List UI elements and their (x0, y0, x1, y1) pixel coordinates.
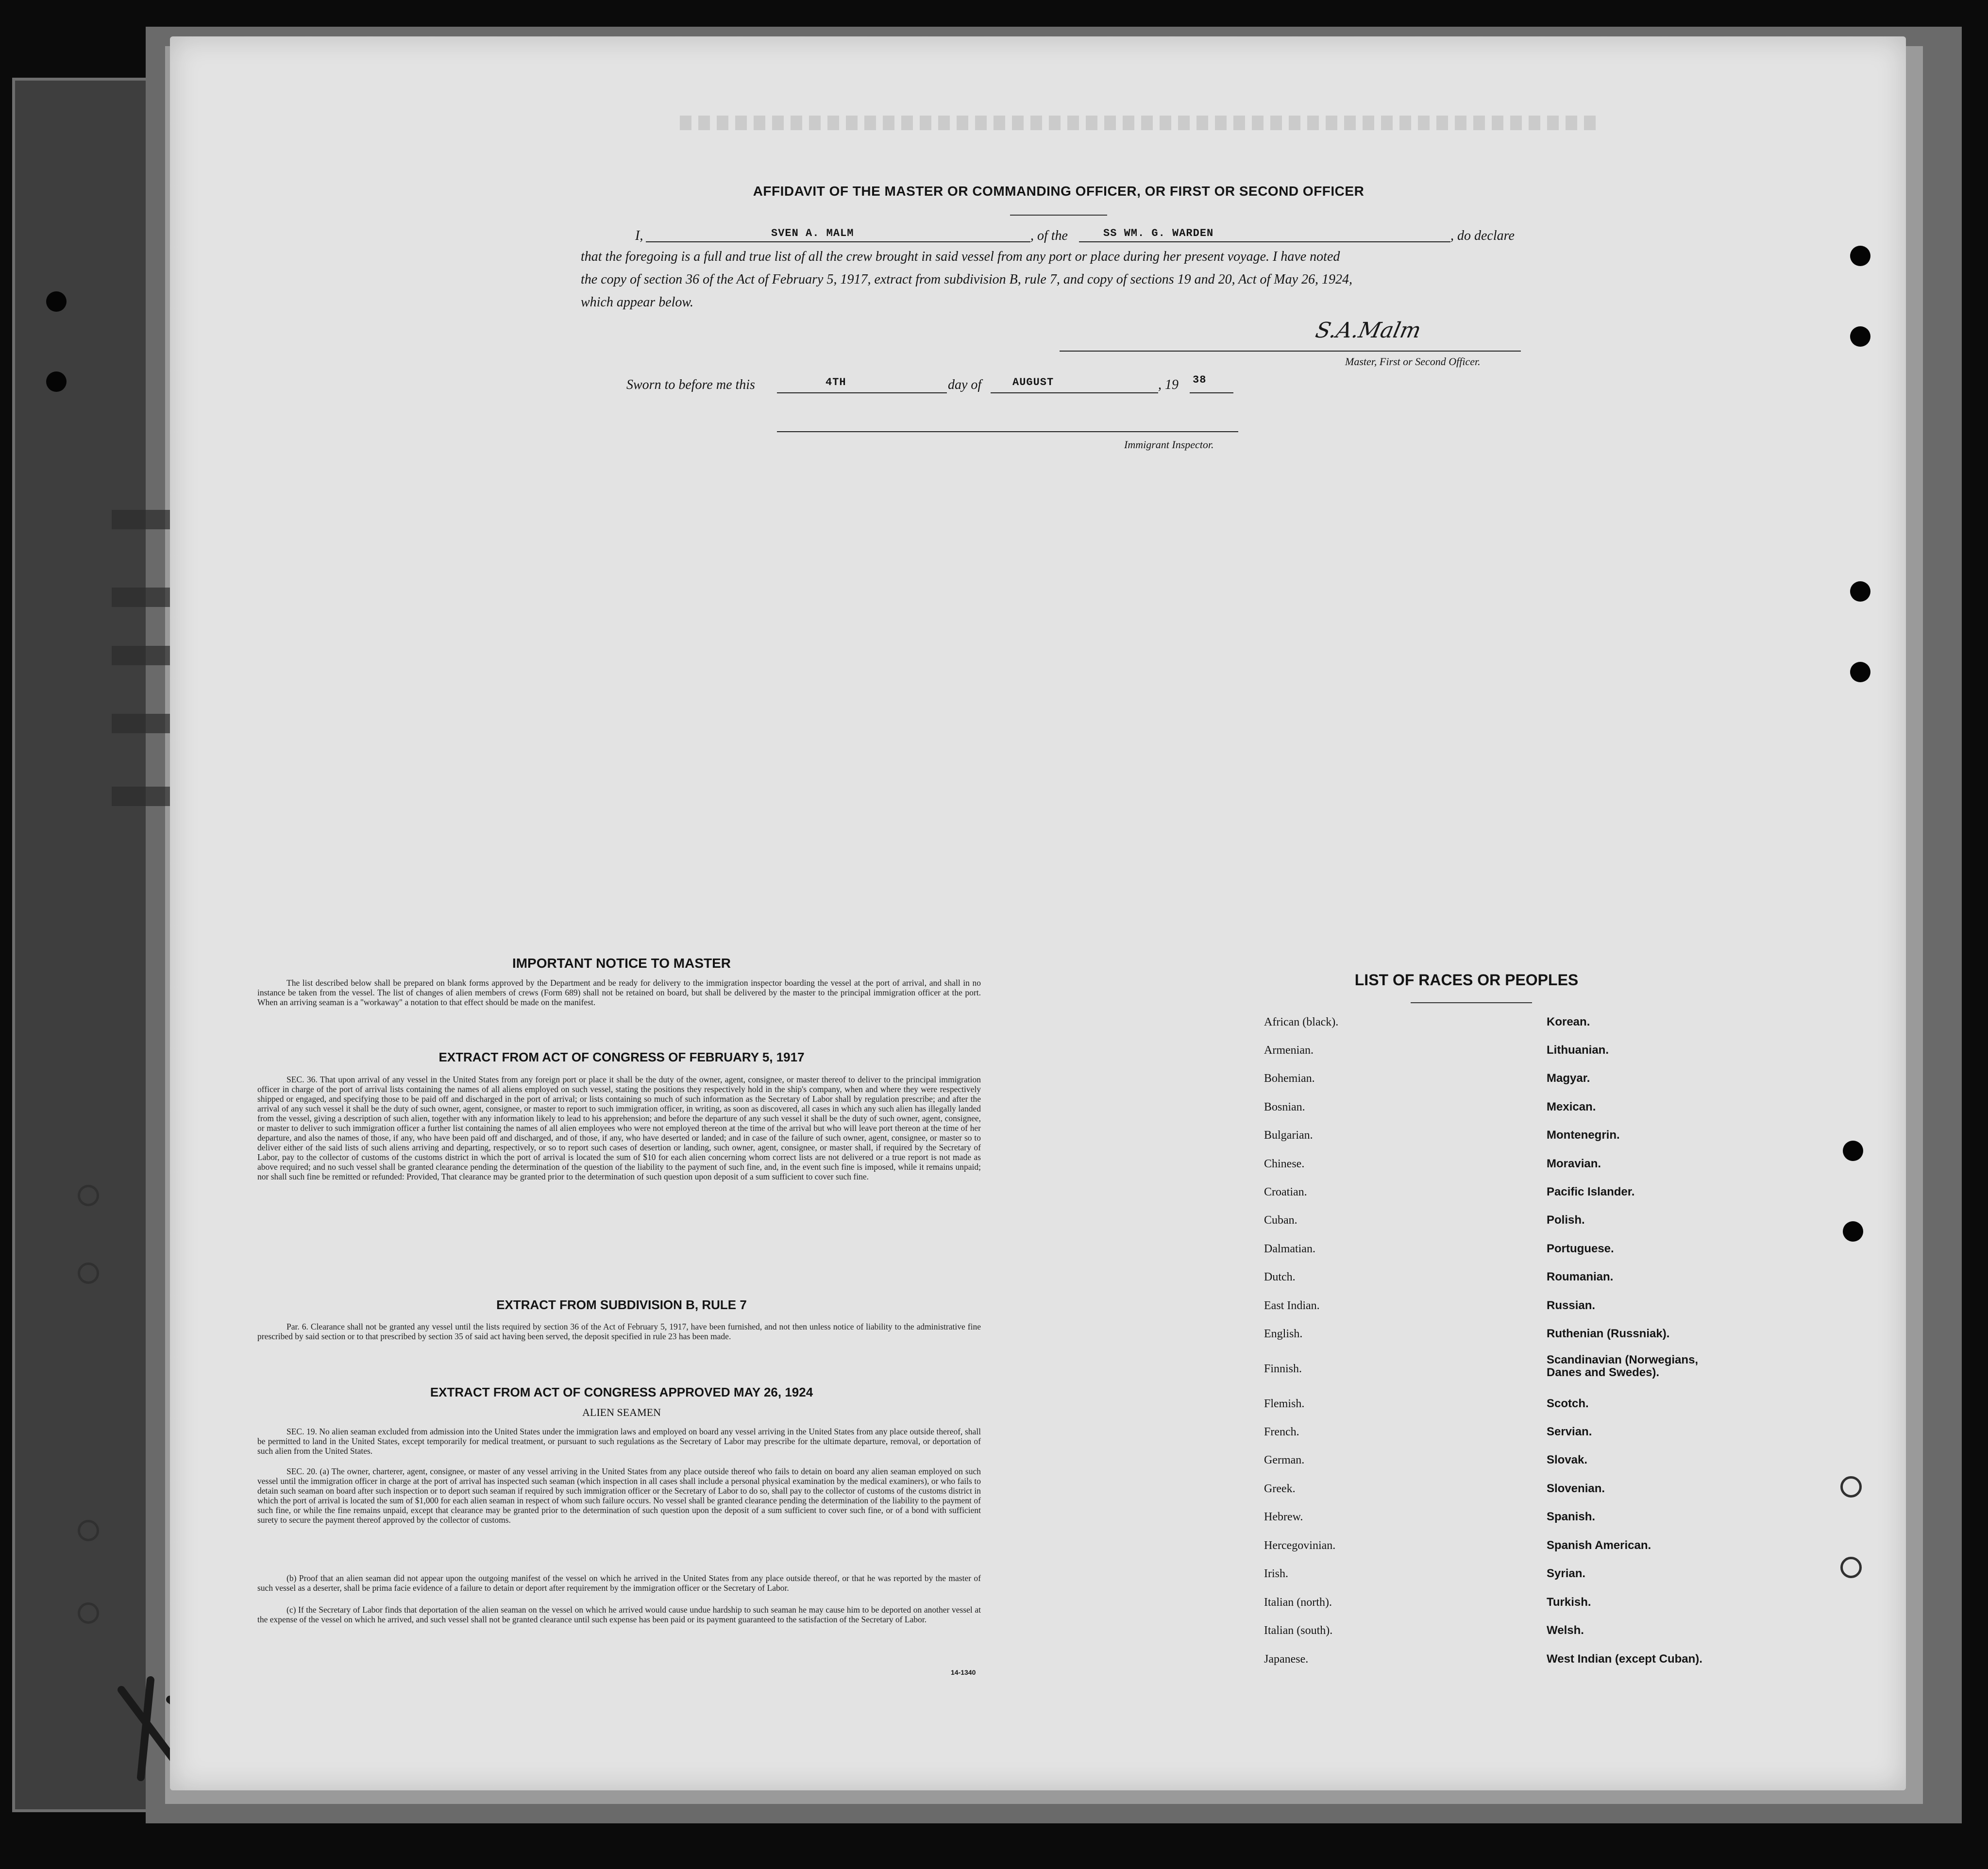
race-item-left: African (black). (1264, 1016, 1339, 1028)
underlying-page-fragment (112, 714, 180, 733)
notice-text: The list described below shall be prepared on blank forms approved by the Department and be ready for delivery to the immigration inspector boarding the vessel at the port of arrival, and shall in no instance be taken from the vessel. The list of changes of alien members of crews (Form 689) shall not be retained on board, but shall be delivered by the master to the principal immigration officer at the port. When an arriving seaman is a "workaway" a notation to that effect should be made on the manifest. (257, 978, 981, 1007)
sworn-month: AUGUST (1012, 376, 1054, 388)
race-item-right: Lithuanian. (1547, 1044, 1609, 1057)
race-item-right: Scotch. (1547, 1397, 1589, 1410)
sec19-text: SEC. 19. No alien seaman excluded from admission into the United States under the immigration laws and employed on board any vessel arriving in the United States from any place outside thereof, shall be permitted to land in the United States, except temporarily for medical treatment, or pursuant to such regulations as the Secretary of Labor may prescribe for the ultimate departure, removal, or deportation of such alien from the United States. (257, 1427, 981, 1456)
notice-title: IMPORTANT NOTICE TO MASTER (512, 956, 731, 971)
sec20b-text: (b) Proof that an alien seaman did not appear upon the outgoing manifest of the vessel on which he arrived in the United States from any place outside thereof, or that he was reported by the master of such vessel as a deserter, shall be prima facie evidence of a failure to detain or deport after requirement by the immigration officer or the Secretary of Labor. (257, 1573, 981, 1593)
crew-manifest-page (170, 36, 1906, 1790)
underlying-page-fragment (112, 510, 180, 529)
race-item-left: Bosnian. (1264, 1101, 1305, 1113)
sec20c-text: (c) If the Secretary of Labor finds that deportation of the alien seaman on the vessel on which he arrived would cause undue hardship to such seaman he may cause him to be deported on another vessel at the expense of the vessel on which he arrived, and such vessel shall not be granted clearance until such expense has been paid or its payment guaranteed to the satisfaction of the Secretary of Labor. (257, 1605, 981, 1624)
race-item-left: Flemish. (1264, 1398, 1305, 1410)
sec20a-text: SEC. 20. (a) The owner, charterer, agent, consignee, or master of any vessel arriving in the United States from any place outside thereof who fails to detain on board any alien seaman employed on such vessel until the immigration officer in charge at the port of arrival has inspected such seaman (which inspection in all cases shall include a personal physical examination by the medical examiners), or who fails to detain such seaman on board after such inspection or to deport such seaman if required by such immigration officer or the Secretary of Labor to do so, shall pay to the collector of customs of the customs district in which the port of arrival is located the sum of $1,000 for each alien seaman in respect of whom such failure occurs. No vessel shall be granted clearance pending the determination of the liability to the payment of such fine, or while the fine remains unpaid, except that clearance may be granted prior to the determination of such question upon the deposit of a sum sufficient to cover such fine, or of a bond with sufficient surety to secure the payment thereof approved by the collector of customs. (257, 1466, 981, 1525)
race-item-right: Polish. (1547, 1213, 1585, 1227)
bleed-through-text (680, 116, 1602, 130)
race-item-right: Montenegrin. (1547, 1128, 1620, 1142)
underlying-page-fragment (112, 787, 180, 806)
master-name: SVEN A. MALM (771, 227, 854, 239)
binder-hole-icon (1843, 1141, 1863, 1161)
extract-1917-text: SEC. 36. That upon arrival of any vessel in the United States from any foreign port or place it shall be the duty of the owner, agent, consignee, or master thereof to deliver to the principal immigration officer in charge of the port of arrival lists containing the names of all aliens employed on such vessel, stating the positions they respectively hold in the ship's company, when and where they were respectively shipped or engaged, and specifying those to be paid off and discharged in the port of arrival; or lists containing so much of such information as the Secretary of Labor shall by regulation prescribe; and after the arrival of any such vessel it shall be the duty of such owner, agent, consignee, or master to report to such immigration officer, in writing, as soon as discovered, all cases in which any such alien has illegally landed from the vessel, giving a description of such alien, together with any information likely to lead to his apprehension; and before the departure of any such vessel it shall be the duty of such owner, agent, consignee, or master to deliver to such immigration officer a further list containing the names of all alien employees who were not employed thereon at the time of the arrival but who will leave port thereon at the time of her departure, and also the names of those, if any, who have been paid off and discharged, and of those, if any, who have deserted or landed; and in case of the failure of such owner, agent, consignee, or master so to deliver either of the said lists of such aliens arriving and departing, respectively, or so to report such cases of desertion or landing, such owner, agent, consignee, or master shall, if required by the Secretary of Labor, pay to the collector of customs of the customs district in which the port of arrival is located the sum of $10 for each alien concerning whom correct lists are not delivered or a true report is not made as above required; and no such vessel shall be granted clearance pending the determination of the question of the liability to the payment of such fine, and, in the event such fine is imposed, while it remains unpaid; nor shall such fine be remitted or refunded: Provided, That clearance may be granted prior to the determination of such question upon deposit of a sum sufficient to cover such fine. (257, 1075, 981, 1181)
race-item-right: Welsh. (1547, 1624, 1584, 1637)
binder-hole-icon (1850, 581, 1870, 602)
affidavit-of-the: , of the (1030, 228, 1068, 243)
race-item-right: Portuguese. (1547, 1242, 1614, 1255)
race-item-left: German. (1264, 1454, 1305, 1466)
race-item-right: Slovak. (1547, 1453, 1588, 1466)
race-item-left: Hercegovinian. (1264, 1539, 1336, 1552)
binder-hole-icon (1850, 662, 1870, 682)
title-rule (1010, 215, 1107, 216)
race-item-right: Roumanian. (1547, 1270, 1614, 1283)
race-item-right: Ruthenian (Russniak). (1547, 1327, 1670, 1340)
sworn-day-of: day of (948, 377, 982, 392)
year-blank (1190, 392, 1233, 393)
sworn-year: 38 (1193, 374, 1207, 386)
race-item-left: Cuban. (1264, 1214, 1297, 1227)
race-item-left: Armenian. (1264, 1044, 1314, 1057)
rule7-title: EXTRACT FROM SUBDIVISION B, RULE 7 (496, 1297, 747, 1312)
inspector-signature-line (777, 431, 1238, 432)
race-item-left: East Indian. (1264, 1299, 1320, 1312)
binder-ring-icon (1840, 1557, 1862, 1578)
vessel-blank (1079, 241, 1450, 242)
race-item-right: Servian. (1547, 1425, 1592, 1438)
sworn-prefix: Sworn to before me this (626, 377, 755, 392)
race-item-right: Spanish American. (1547, 1539, 1651, 1552)
race-item-left: Croatian. (1264, 1186, 1307, 1198)
binder-ring-icon (78, 1185, 99, 1206)
day-blank (777, 392, 947, 393)
race-item-left: Dalmatian. (1264, 1243, 1315, 1255)
affidavit-line-3: the copy of section 36 of the Act of February 5, 1917, extract from subdivision B, rule 7, and copy of sections 19 and 20, Act of May 26, 1924, (581, 272, 1353, 287)
race-item-right: Pacific Islander. (1547, 1185, 1635, 1198)
race-item-right: Magyar. (1547, 1072, 1590, 1085)
race-item-right: Syrian. (1547, 1567, 1586, 1580)
form-number: 14-1340 (951, 1668, 976, 1676)
race-item-left: Irish. (1264, 1567, 1288, 1580)
race-item-left: French. (1264, 1426, 1299, 1438)
race-item-right: Russian. (1547, 1299, 1596, 1312)
binder-ring-icon (78, 1520, 99, 1541)
inspector-caption: Immigrant Inspector. (1124, 438, 1214, 451)
race-item-right: Moravian. (1547, 1157, 1601, 1170)
races-title-rule (1411, 1002, 1532, 1003)
race-item-left: Bulgarian. (1264, 1129, 1313, 1142)
binder-hole-icon (1850, 246, 1870, 266)
binder-ring-icon (1840, 1476, 1862, 1498)
underlying-page-fragment (112, 646, 180, 665)
signature-line (1060, 351, 1521, 352)
extract-1917-title: EXTRACT FROM ACT OF CONGRESS OF FEBRUARY 5, 1917 (438, 1050, 805, 1064)
race-item-left: Hebrew. (1264, 1511, 1303, 1523)
underlying-page-fragment (112, 588, 180, 607)
vessel-name: SS WM. G. WARDEN (1103, 227, 1214, 239)
race-item-right: West Indian (except Cuban). (1547, 1652, 1702, 1666)
sworn-year-prefix: , 19 (1158, 377, 1179, 392)
race-item-left: Italian (north). (1264, 1596, 1332, 1609)
binder-hole-icon (1850, 326, 1870, 347)
race-item-right: Spanish. (1547, 1510, 1596, 1523)
races-title: LIST OF RACES OR PEOPLES (1354, 971, 1579, 989)
race-item-left: Japanese. (1264, 1653, 1309, 1666)
affidavit-title: AFFIDAVIT OF THE MASTER OR COMMANDING OFFICER, OR FIRST OR SECOND OFFICER (753, 184, 1365, 199)
affidavit-line-2: that the foregoing is a full and true list of all the crew brought in said vessel from any port or place during her present voyage. I have noted (581, 249, 1340, 264)
race-item-left: Italian (south). (1264, 1624, 1333, 1637)
binder-ring-icon (78, 1602, 99, 1624)
race-item-left: Bohemian. (1264, 1072, 1315, 1085)
race-item-left: English. (1264, 1328, 1303, 1340)
race-item-right: Slovenian. (1547, 1482, 1605, 1495)
alien-seamen-subtitle: ALIEN SEAMEN (582, 1406, 661, 1418)
race-item-left: Chinese. (1264, 1158, 1305, 1170)
affidavit-line-4: which appear below. (581, 295, 694, 310)
affidavit-declare: , do declare (1450, 228, 1515, 243)
race-item-right: Mexican. (1547, 1100, 1596, 1113)
rule7-text: Par. 6. Clearance shall not be granted any vessel until the lists required by section 36 of the Act of February 5, 1917, have been furnished, and not then unless notice of liability to the administrative fine prescribed by said section or to that prescribed by section 35 of said act having been served, the deposit specified in rule 23 has been made. (257, 1322, 981, 1341)
binder-hole-icon (46, 291, 67, 312)
sworn-day: 4TH (826, 376, 846, 388)
race-item-right: Korean. (1547, 1015, 1590, 1028)
race-item-right: Scandinavian (Norwegians, Danes and Swedes). (1547, 1353, 1699, 1379)
month-blank (991, 392, 1158, 393)
affidavit-prefix: I, (635, 228, 643, 243)
race-item-left: Greek. (1264, 1482, 1296, 1495)
binder-hole-icon (46, 371, 67, 392)
race-item-left: Finnish. (1264, 1363, 1302, 1375)
signature-caption: Master, First or Second Officer. (1345, 355, 1481, 368)
race-item-left: Dutch. (1264, 1271, 1296, 1283)
extract-1924-title: EXTRACT FROM ACT OF CONGRESS APPROVED MAY 26, 1924 (430, 1385, 813, 1399)
binder-hole-icon (1843, 1221, 1863, 1242)
binder-ring-icon (78, 1263, 99, 1284)
race-item-right: Turkish. (1547, 1596, 1591, 1609)
name-blank (646, 241, 1030, 242)
master-signature: S.A.Malm (1313, 318, 1423, 343)
